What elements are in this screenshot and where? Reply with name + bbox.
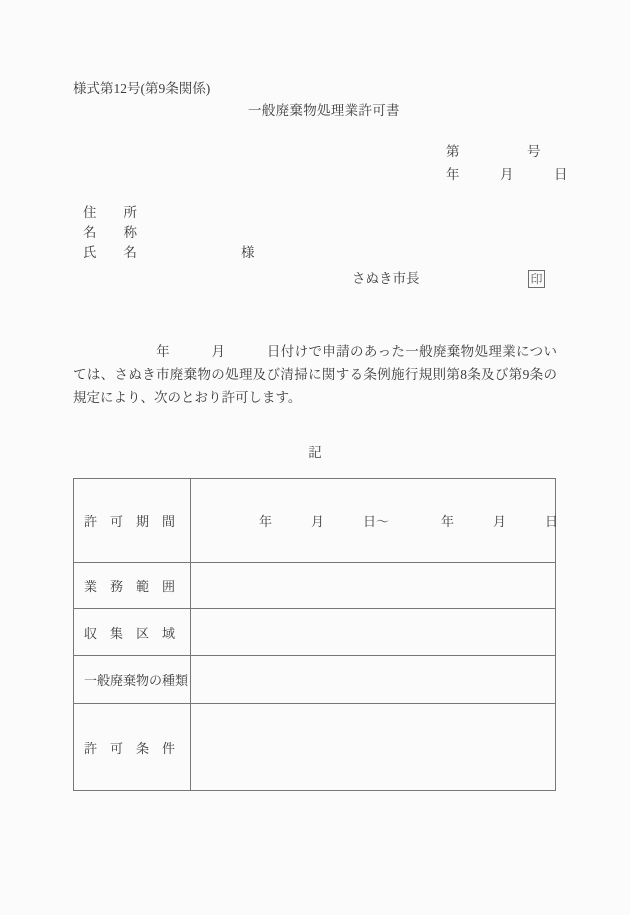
table-row (74, 563, 556, 609)
table-row (74, 656, 556, 704)
body-paragraph (73, 340, 557, 409)
row-value-permit-conditions (191, 704, 556, 791)
page-title: 一般廃棄物処理業許可書 (248, 103, 400, 118)
table-row (74, 609, 556, 656)
addressee-block (83, 203, 255, 263)
issuer-name: さぬき市長 (352, 271, 420, 286)
row-value-collection-area (191, 609, 556, 656)
row-value-waste-type (191, 656, 556, 704)
number-date-block (446, 140, 568, 186)
addressee-person-label: 氏 名 (83, 245, 137, 260)
row-label-permit-conditions: 許 可 条 件 (74, 704, 191, 791)
row-value-permit-period (191, 479, 559, 563)
addressee-name-label: 名 称 (83, 225, 137, 240)
row-label-collection-area: 収 集 区 域 (74, 609, 191, 656)
row-value-business-scope (191, 563, 556, 609)
permit-period-blank: 年 月 日〜 年 月 日 (259, 514, 559, 529)
application-date-blank: 年 月 日 (73, 344, 281, 359)
document-number-line: 第 号 (446, 144, 541, 159)
table-row (74, 479, 556, 563)
row-label-permit-period: 許 可 期 間 (74, 479, 191, 563)
row-label-business-scope: 業 務 範 囲 (74, 563, 191, 609)
row-label-waste-type: 一般廃棄物の種類 (74, 656, 191, 704)
form-number: 様式第12号(第9条関係) (73, 81, 211, 96)
table-row (74, 704, 556, 791)
permit-details-table (73, 478, 559, 791)
body-paragraph-text: 付けで申請のあった一般廃棄物処理業については、さぬき市廃棄物の処理及び清掃に関する条例施行規則第8条及び第9条の規定により、次のとおり許可します。 (73, 344, 557, 405)
seal-stamp-icon: 印 (528, 270, 545, 288)
addressee-honorific: 様 (241, 245, 255, 260)
note-marker: 記 (308, 445, 322, 460)
addressee-address-label: 住 所 (83, 205, 137, 220)
document-date-line: 年 月 日 (446, 167, 568, 182)
